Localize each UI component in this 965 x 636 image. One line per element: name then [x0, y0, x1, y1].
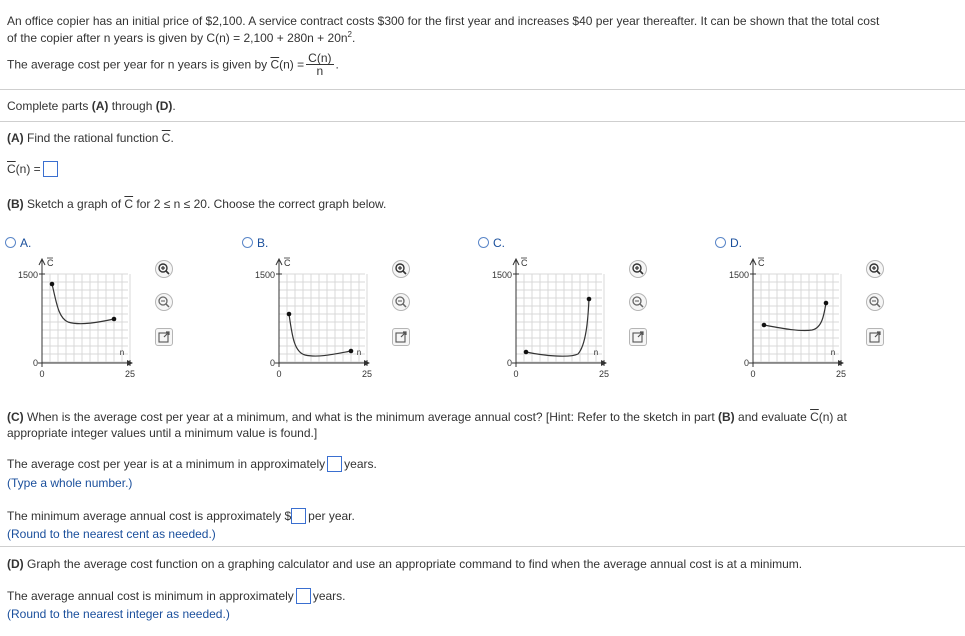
average-cost-curve [764, 303, 826, 331]
part-c-question-line2: appropriate integer values until a minimum value is found.] [7, 426, 318, 440]
zoom-in-icon[interactable] [629, 260, 647, 278]
option-letter: B. [257, 235, 269, 250]
c-bar-symbol: $\overline{C}$ [7, 162, 16, 176]
average-cost-curve [289, 314, 351, 356]
divider [0, 546, 965, 547]
part-d-q-row [7, 588, 346, 604]
text: through [108, 99, 156, 113]
text: and evaluate [734, 410, 811, 424]
fraction-denominator: n [316, 64, 324, 78]
avg-cost-fraction [306, 52, 333, 77]
zoom-out-icon[interactable] [629, 293, 647, 311]
part-d-ref: (D) [155, 99, 173, 113]
exponent: 2 [347, 30, 352, 39]
y-axis-label: C [47, 258, 54, 268]
y-axis-arrow [513, 259, 519, 265]
option-b-radio[interactable] [242, 235, 268, 250]
part-d-question [7, 557, 802, 571]
part-b-question [7, 197, 386, 211]
c-bar-symbol: $\overline{C}$ [270, 57, 280, 72]
y-tick-label-1500: 1500 [254, 270, 275, 280]
x-axis-label: n [830, 348, 836, 357]
x-tick-label-25: 25 [361, 369, 373, 379]
average-cost-curve [526, 299, 589, 356]
curve-end-point [112, 317, 117, 322]
text: for 2 ≤ n ≤ 20. Choose the correct graph below. [133, 197, 387, 211]
x-axis-label: n [119, 348, 125, 357]
part-b-label: (B) [7, 197, 24, 211]
curve-start-point [50, 282, 55, 287]
text: Complete parts [7, 99, 92, 113]
option-letter: A. [20, 235, 32, 250]
text: The minimum average annual cost is approximately $ [7, 509, 292, 523]
min-years-input[interactable] [327, 456, 342, 472]
text: The average annual cost is minimum in approximately [7, 589, 294, 603]
text: Sketch a graph of [23, 197, 125, 211]
part-c-question-line1 [7, 410, 847, 424]
problem-statement-line1: An office copier has an initial price of $2,100. A service contract costs $300 for the first year and increases $40 per year thereafter. It can be shown that the total cost [7, 14, 880, 28]
text: . [170, 131, 174, 145]
part-a-ref: (A) [91, 99, 109, 113]
calc-min-years-input[interactable] [296, 588, 311, 604]
x-axis-arrow [364, 360, 370, 366]
y-axis-arrow [276, 259, 282, 265]
x-axis-arrow [127, 360, 133, 366]
curve-end-point [824, 301, 829, 306]
y-tick-label-1500: 1500 [17, 270, 38, 280]
zoom-in-icon[interactable] [392, 260, 410, 278]
curve-start-point [524, 350, 529, 355]
radio-circle[interactable] [715, 237, 726, 248]
answer-prefix: (n) = [15, 162, 41, 176]
expand-graph-icon[interactable] [155, 328, 173, 346]
avg-cost-text: The average cost per year for n years is given by [7, 57, 271, 72]
text: When is the average cost per year at a minimum, and what is the minimum average annual cost? [Hint: Refer to the sketch in part [23, 410, 719, 424]
curve-end-point [587, 297, 592, 302]
zoom-in-icon[interactable] [866, 260, 884, 278]
y-tick-label-1500: 1500 [728, 270, 749, 280]
part-a-answer-row [7, 161, 60, 177]
x-axis-arrow [601, 360, 607, 366]
total-cost-formula: of the copier after n years is given by C(n) = 2,100 + 280n + 20n [7, 31, 348, 45]
expand-graph-icon[interactable] [866, 328, 884, 346]
radio-circle[interactable] [5, 237, 16, 248]
zoom-out-icon[interactable] [155, 293, 173, 311]
period: . [352, 31, 356, 45]
min-cost-input[interactable] [291, 508, 306, 524]
x-tick-label-25: 25 [124, 369, 136, 379]
x-tick-label-25: 25 [598, 369, 610, 379]
x-axis-label: n [356, 348, 362, 357]
zoom-out-icon[interactable] [866, 293, 884, 311]
y-tick-label-1500: 1500 [491, 270, 512, 280]
curve-start-point [762, 323, 767, 328]
part-d-q-hint: (Round to the nearest integer as needed.) [7, 607, 230, 621]
x-tick-label-0: 0 [276, 369, 282, 379]
radio-circle[interactable] [242, 237, 253, 248]
x-axis-arrow [838, 360, 844, 366]
y-axis-label: C [758, 258, 765, 268]
part-c-q1-row [7, 456, 377, 472]
text: Find the rational function [23, 131, 162, 145]
problem-statement-line2 [7, 30, 355, 45]
expand-graph-icon[interactable] [629, 328, 647, 346]
rational-function-input[interactable] [43, 161, 58, 177]
zoom-in-icon[interactable] [155, 260, 173, 278]
part-c-q2-hint: (Round to the nearest cent as needed.) [7, 527, 216, 541]
x-tick-label-25: 25 [835, 369, 847, 379]
curve-end-point [349, 349, 354, 354]
y-axis-arrow [39, 259, 45, 265]
part-d-label: (D) [7, 557, 24, 571]
y-tick-label-0: 0 [743, 358, 749, 368]
radio-circle[interactable] [478, 237, 489, 248]
x-tick-label-0: 0 [39, 369, 45, 379]
complete-parts-instruction [7, 99, 176, 113]
y-axis-arrow [750, 259, 756, 265]
y-tick-label-0: 0 [269, 358, 275, 368]
curve-start-point [287, 312, 292, 317]
part-a-label: (A) [7, 131, 24, 145]
average-cost-curve [52, 284, 114, 324]
part-c-label: (C) [7, 410, 24, 424]
zoom-out-icon[interactable] [392, 293, 410, 311]
x-axis-label: n [593, 348, 599, 357]
text: years. [344, 457, 377, 471]
text: per year. [308, 509, 355, 523]
text: years. [312, 589, 346, 603]
c-bar-symbol: $\overline{C}$ [161, 131, 171, 145]
x-tick-label-0: 0 [513, 369, 519, 379]
text: (n) at [818, 410, 847, 424]
y-tick-label-0: 0 [32, 358, 38, 368]
divider [0, 121, 965, 122]
c-bar-symbol: $\overline{C}$ [810, 410, 819, 424]
y-tick-label-0: 0 [506, 358, 512, 368]
y-axis-label: C [521, 258, 528, 268]
text: . [172, 99, 176, 113]
period: . [335, 57, 339, 72]
avg-cost-eq: (n) = [279, 57, 305, 72]
option-c-radio[interactable] [478, 235, 505, 250]
text: The average cost per year is at a minimum in approximately [7, 457, 326, 471]
x-tick-label-0: 0 [750, 369, 756, 379]
part-c-q2-row [7, 508, 355, 524]
text: Graph the average cost function on a graphing calculator and use an appropriate command to find when the average annual cost is at a minimum. [23, 557, 803, 571]
expand-graph-icon[interactable] [392, 328, 410, 346]
option-d-radio[interactable] [715, 235, 742, 250]
part-b-ref: (B) [718, 410, 735, 424]
part-c-q1-hint: (Type a whole number.) [7, 476, 133, 490]
fraction-numerator: C(n) [308, 51, 332, 65]
c-bar-symbol: $\overline{C}$ [124, 197, 134, 211]
option-letter: C. [493, 235, 505, 250]
divider [0, 89, 965, 90]
y-axis-label: C [284, 258, 291, 268]
part-a-question [7, 131, 174, 145]
option-letter: D. [730, 235, 742, 250]
average-cost-definition [7, 52, 339, 77]
option-a-radio[interactable] [5, 235, 31, 250]
